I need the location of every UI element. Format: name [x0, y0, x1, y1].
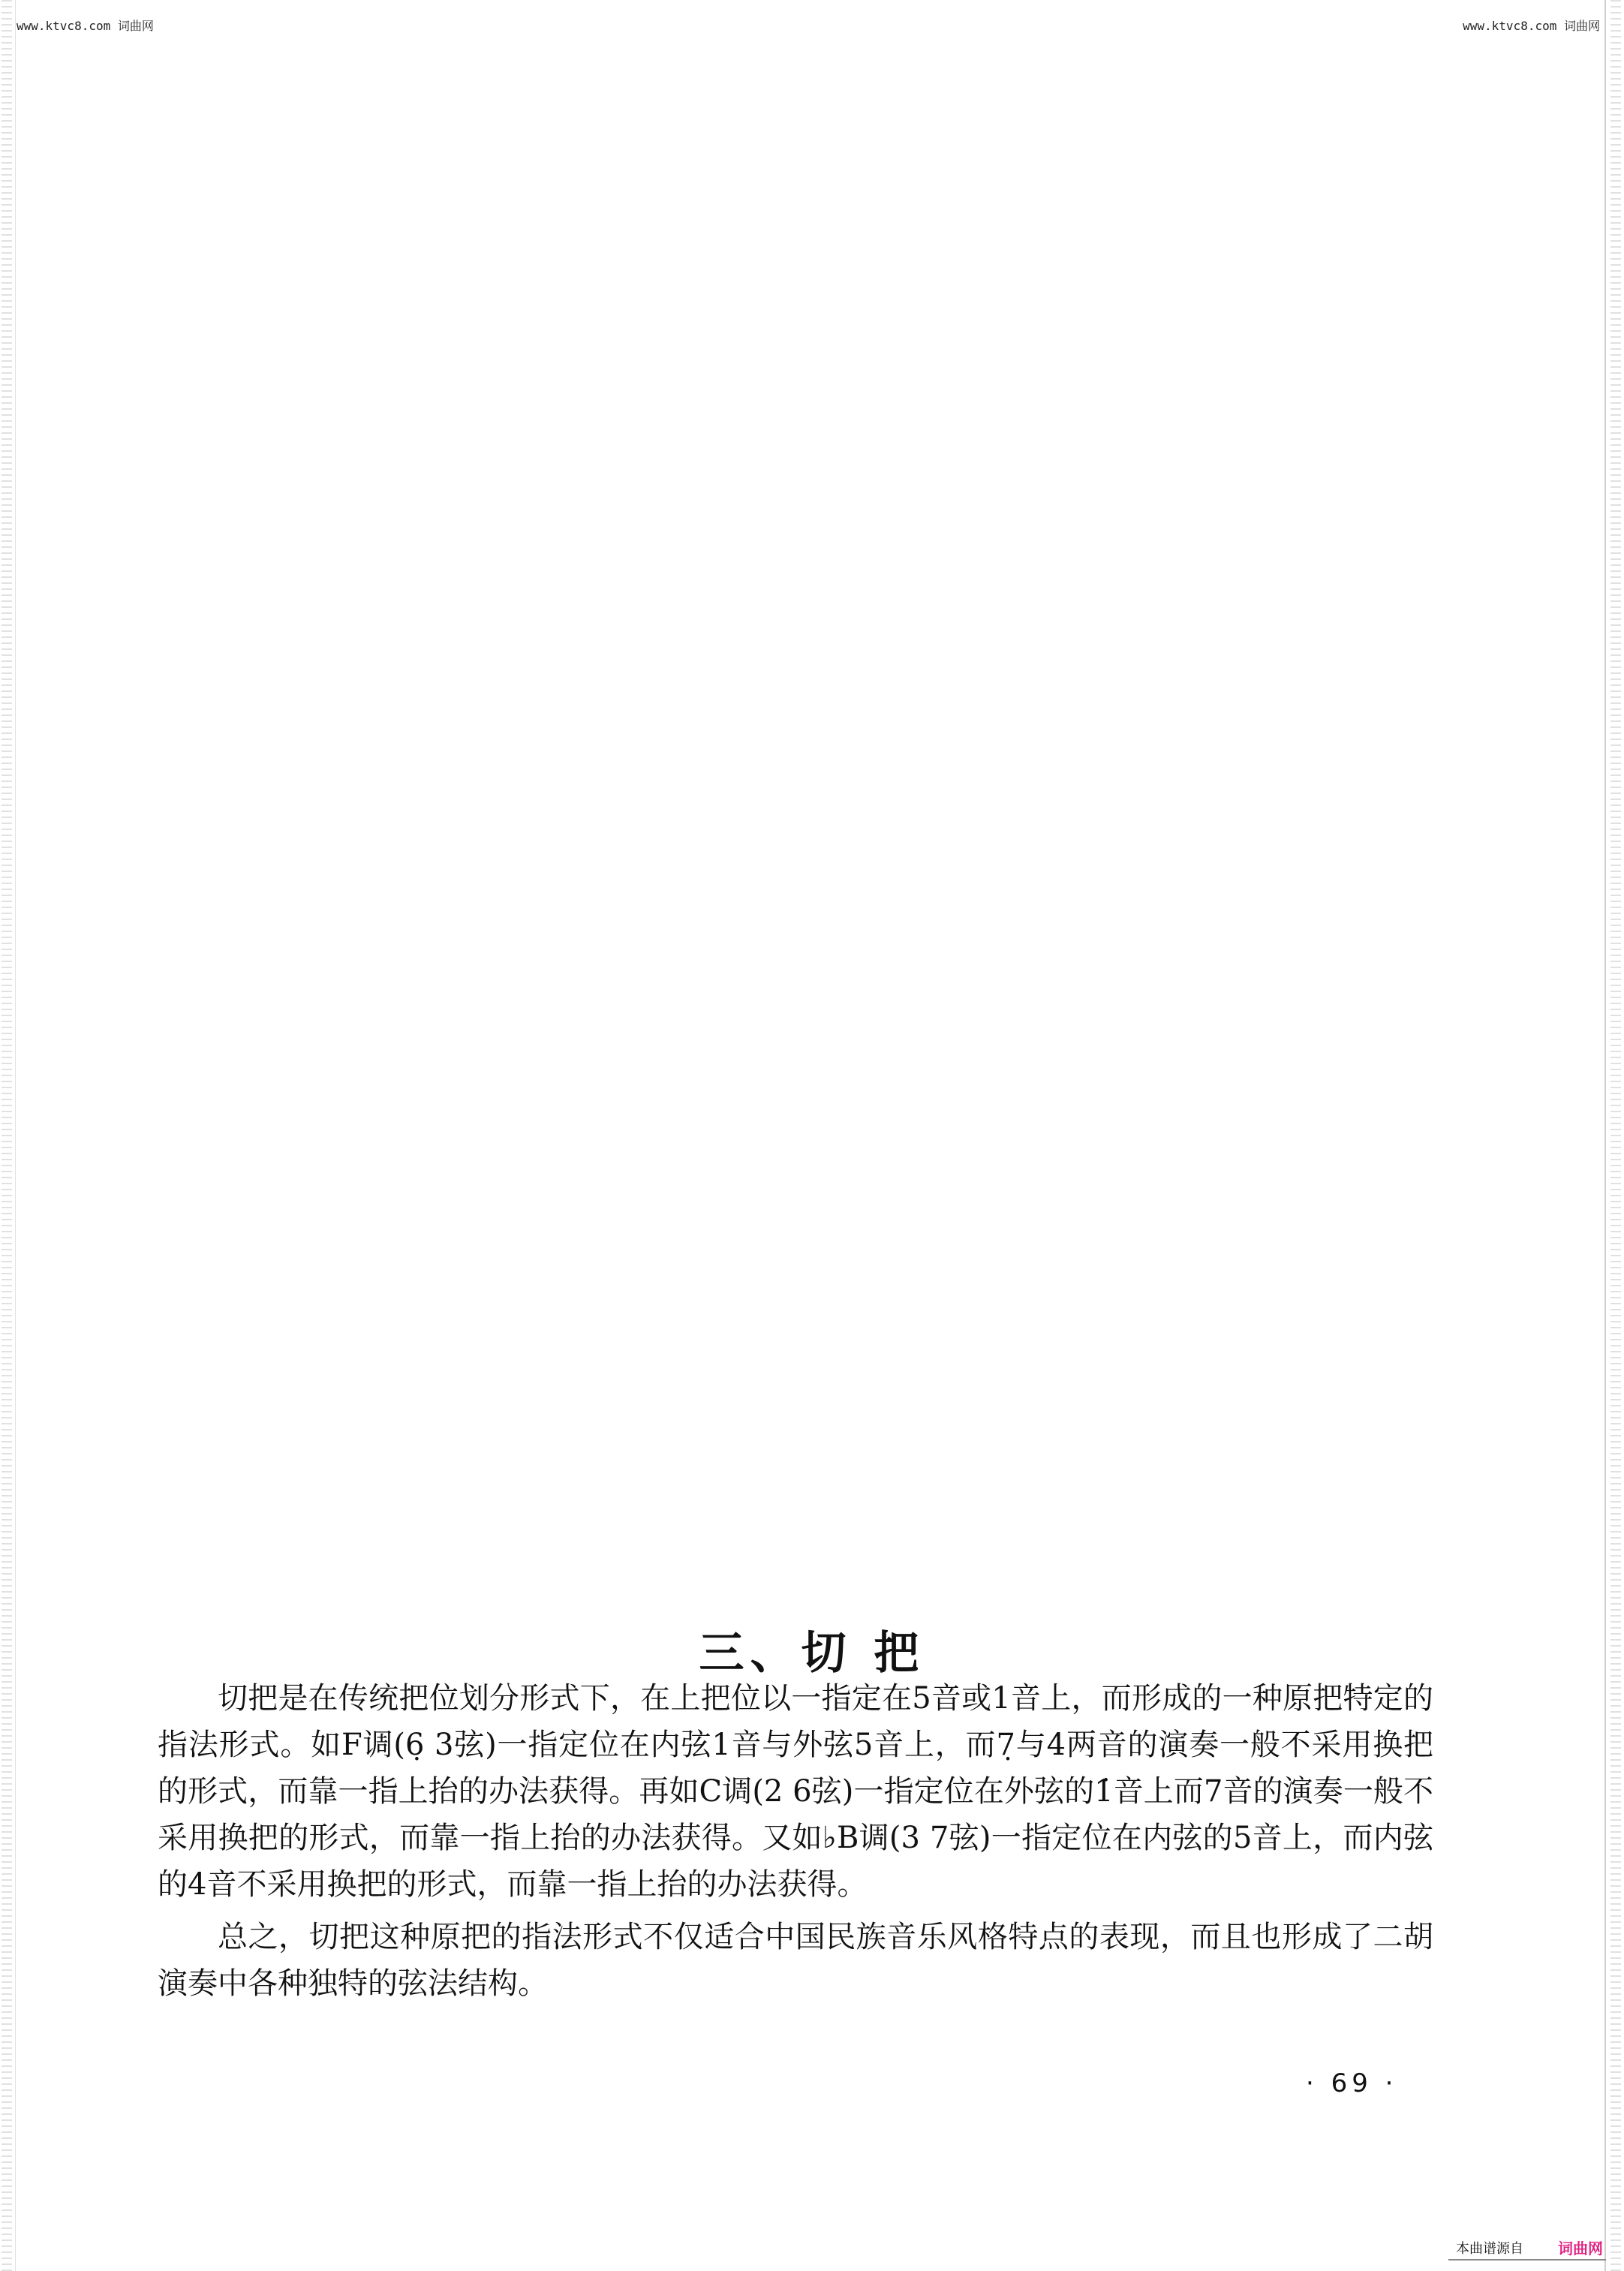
header-watermark-right: www.ktvc8.com 词曲网 [1463, 19, 1600, 33]
paragraph-2: 总之，切把这种原把的指法形式不仅适合中国民族音乐风格特点的表现，而且也形成了二胡演奏中各种独特的弦法结构。 [158, 1920, 1433, 2001]
left-margin-watermark-strip [2, 0, 12, 2271]
header-watermark-left: www.ktvc8.com 词曲网 [17, 19, 154, 33]
right-margin-watermark-strip [1610, 0, 1621, 2271]
page-number: · 69 · [1306, 2068, 1398, 2098]
left-margin-rule [15, 0, 16, 2271]
body-text [158, 1675, 1433, 2007]
footer-source-text: 本曲谱源自 [1456, 2241, 1523, 2257]
footer-divider [1448, 2259, 1606, 2260]
section-title: 三、切 把 [699, 1626, 925, 1680]
paragraph-1: 切把是在传统把位划分形式下，在上把位以一指定在5音或1音上，而形成的一种原把特定的指法形式。如F调(6̣ 3弦)一指定位在内弦1音与外弦5音上，而7̣与4两音的演奏一般不采用换把的形式，而靠一指上抬的办法获得。再如C调(2 6弦)一指定位在外弦的1̇音上而7音的演奏一般不采用换把的形式，而靠一指上抬的办法获得。又如♭B调(3 7弦)一指定位在内弦的5音上，而内弦的4音不采用换把的形式，而靠一指上抬的办法获得。 [158, 1681, 1433, 1902]
footer-brand-logo: 词曲网 [1558, 2239, 1603, 2257]
right-margin-rule [1604, 0, 1606, 2271]
